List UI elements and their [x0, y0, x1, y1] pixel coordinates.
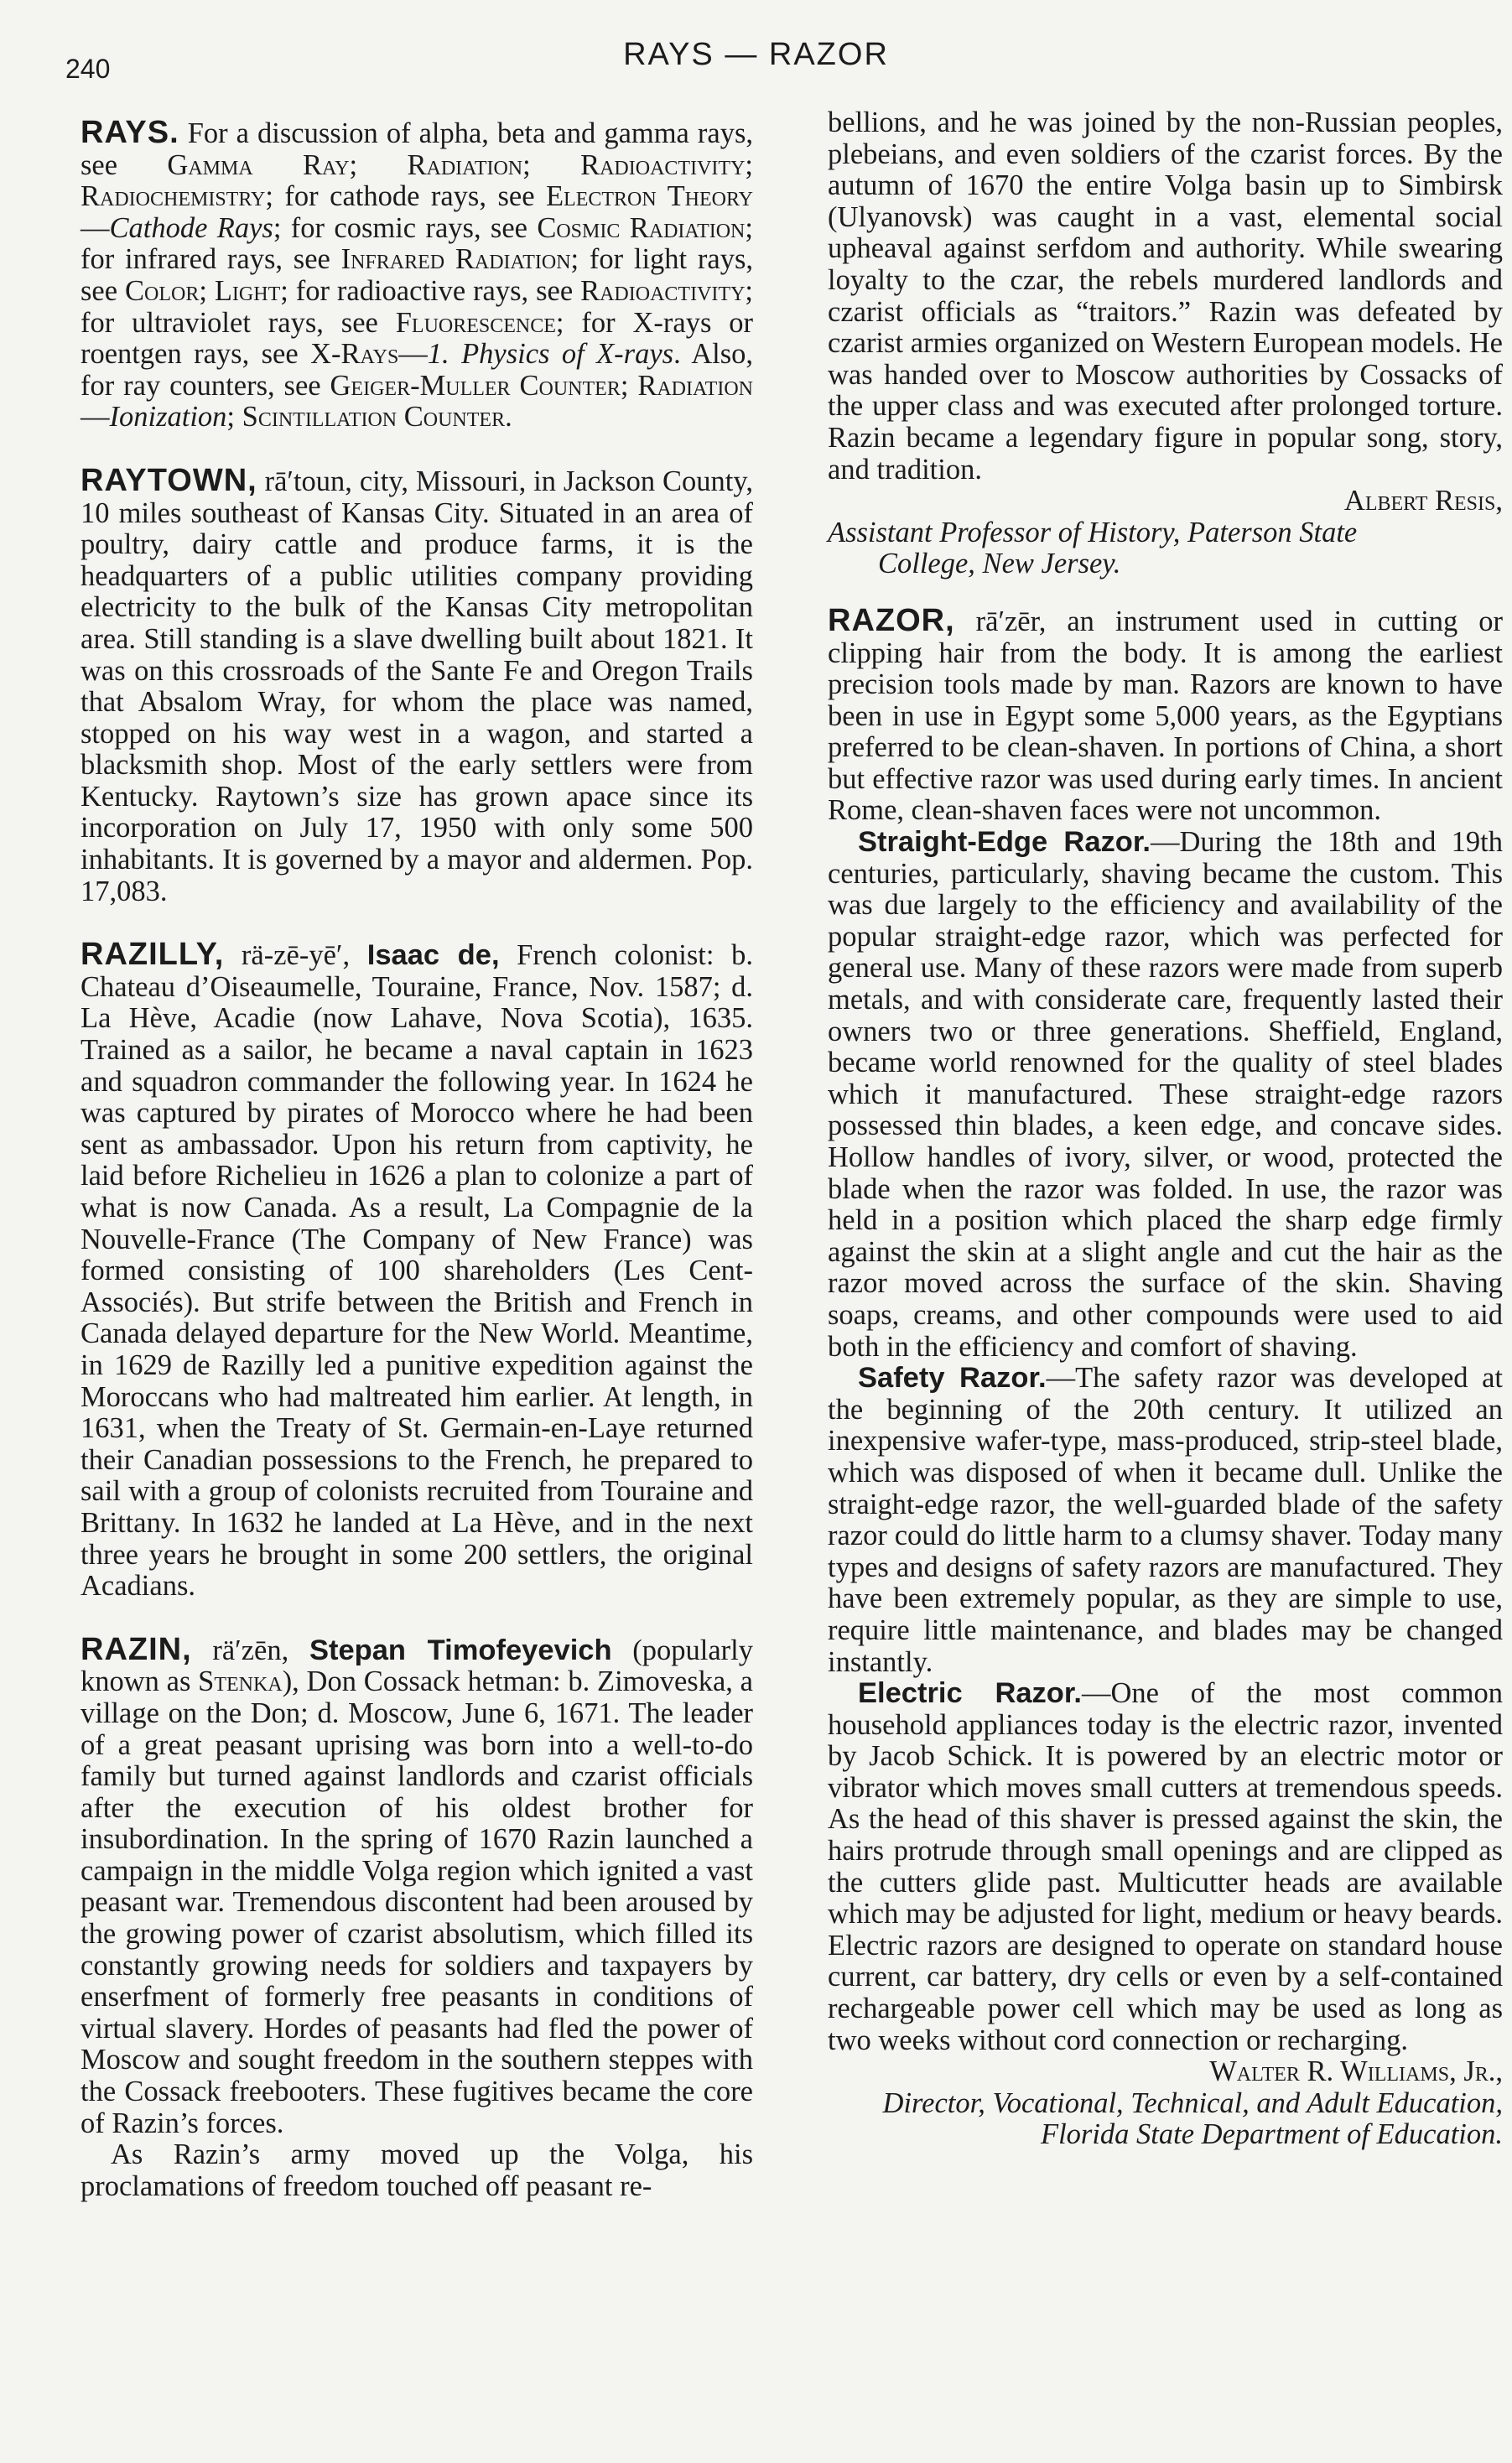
razor-affiliation-line: Florida State Department of Education. — [1041, 2118, 1503, 2151]
razin-text: ), Don Cossack hetman: b. Zimoveska, a village on the Don; d. Moscow, June 6, 1671. The leader of a great peasant uprising was born into a well-to-do family but turned against landlords and czarist officials after the execution of his oldest brother for insubordination. In the spring of 1670 Razin launched a campaign in the middle Volga region which ignited a vast peasant war. Tremendous discontent had been aroused by the growing power of czarist absolutism, which filled its constantly growing needs for soldiers and taxpayers by enserfment of formerly free peasants in conditions of virtual slavery. Hordes of peasants had fled the power of Moscow and sought freedom in the southern steppes with the Cossack freebooters. These fugitives became the core of Razin’s forces. — [81, 1665, 753, 2139]
raytown-text: rā′toun, city, Missouri, in Jackson County, 10 miles southeast of Kansas City. Situated in an area of poultry, dairy cattle and produce farms, it is the headquarters of a public utilities company providing electricity to the bulk of the Kansas City metropolitan area. Still standing is a slave dwelling built about 1821. It was on this crossroads of the Sante Fe and Oregon Trails that Absalom Wray, for whom the place was named, stopped on his way west in a wagon, and started a blacksmith shop. Most of the early settlers were from Kentucky. Raytown’s size has grown apace since its incorporation on July 17, 1950 with only some 500 inhabitants. It is governed by a mayor and aldermen. Pop. 17,083. — [81, 465, 753, 907]
left-column — [81, 117, 753, 2202]
rays-separator: — — [398, 338, 428, 371]
rays-text: ; for X-rays or roentgen rays, see — [81, 306, 754, 371]
rays-separator: ; — [349, 148, 408, 181]
entry-rays — [81, 117, 753, 434]
electric-razor-text: —One of the most common household appliances today is the electric razor, invented by Jacob Schick. It is powered by an electric motor or vibrator which moves small cutters at tremendous speeds. As the head of this shaver is pressed against the skin, the hairs protrude through small openings and are clipped as the cutters glide past. Multicutter heads are available which may be adjusted for light, medium or heavy beards. Electric razors are designed to operate on standard house current, car battery, dry cells or even by a self-contained rechargeable power cell which may be used as long as two weeks without cord connection or recharging. — [828, 1677, 1503, 2056]
entry-razin-continued — [828, 107, 1503, 580]
rays-cross-ref: Light — [214, 274, 281, 307]
razin-alias: Stenka — [198, 1665, 283, 1698]
rays-cross-ref: Radioactivity — [580, 274, 746, 307]
rays-separator: ; — [745, 148, 753, 181]
razor-headword: RAZOR, — [828, 602, 955, 638]
rays-separator: ; — [620, 369, 638, 402]
rays-separator: — — [81, 401, 110, 434]
razilly-text: French colonist: b. Chateau d’Oiseaumelle, Touraine, France, Nov. 1587; d. La Hève, Acadie (now Lahave, Nova Scotia), 1635. Trained as a sailor, he became a naval captain in 1623 and squadron commander the following year. In 1624 he was captured by pirates of Morocco where he had been sent as ambassador. Upon his return from captivity, he laid before Richelieu in 1626 a plan to colonize a part of what is now Canada. As a result, La Compagnie de la Nouvelle-France (The Company of New France) was formed consisting of 100 shareholders (Les Cent-Associés). But strife between the British and French in Canada delayed departure for the New World. Meantime, in 1629 de Razilly led a punitive expedition against the Moroccans who had maltreated him earlier. At length, in 1631, when the Treaty of St. Germain-en-Laye returned their Canadian possessions to the French, he prepared to sail with a group of colonists recruited from Touraine and Brittany. In 1632 he landed at La Hève, and in the next three years he brought in some 200 settlers, the original Acadians. — [81, 939, 753, 1603]
rays-cross-ref: Fluorescence — [395, 306, 556, 339]
electric-razor-paragraph — [828, 1678, 1503, 2056]
razin-headword: RAZIN, — [81, 1631, 192, 1667]
page-number: 240 — [65, 54, 111, 84]
running-head: RAYS — RAZOR — [623, 37, 889, 72]
razin-affiliation-line: Assistant Professor of History, Paterson State — [828, 516, 1358, 548]
raytown-headword: RAYTOWN, — [81, 462, 257, 498]
razin-pronunciation: rä′zēn, — [191, 1634, 309, 1666]
razilly-paragraph — [81, 939, 753, 1602]
rays-text: . Also, for ray counters, see — [81, 338, 754, 402]
rays-cross-ref: 1. Physics of X-rays — [427, 338, 674, 371]
rays-cross-ref: X-Rays — [310, 338, 399, 371]
rays-cross-ref: Radioactivity — [580, 148, 746, 181]
razin-paragraph-2a: As Razin’s army moved up the Volga, his proclamations of freedom touched off peasant re- — [81, 2138, 753, 2202]
razilly-pronunciation: rä-zē-yē′, — [224, 939, 367, 972]
rays-cross-ref: Color — [124, 274, 200, 307]
rays-cross-ref: Scintillation Counter — [242, 401, 506, 434]
rays-separator: ; — [522, 148, 581, 181]
safety-razor-paragraph — [828, 1363, 1503, 1678]
razin-author: Albert Resis, — [1343, 485, 1503, 517]
straight-edge-text: —During the 18th and 19th centuries, particularly, shaving became the custom. This was due largely to the efficiency and availability of the popular straight-edge razor, which was perfected for general use. Many of these razors were made from superb metals, and with considerate care, frequently lasted their owners two or three generations. Sheffield, England, became world renowned for the quality of steel blades which it manufactured. These straight-edge razors possessed thin blades, a keen edge, and concave sides. Hollow handles of ivory, silver, or wood, protected the blade when the razor was folded. In use, the razor was held in a position which placed the sharp edge firmly against the skin at a slight angle and cut the hair as the razor moved across the surface of the skin. Shaving soaps, creams, and other compounds were used to aid both in the efficiency and comfort of shaving. — [828, 826, 1504, 1363]
razin-text: (popularly known as — [81, 1634, 753, 1698]
razor-affiliation — [828, 2088, 1503, 2151]
rays-text: . — [505, 401, 512, 434]
razor-text: rā′zēr, an instrument used in cutting or clipping hair from the body. It is among the earliest precision tools made by man. Razors are known to have been in use in Egypt some 5,000 years, as the Egyptians preferred to be clean-shaven. In portions of China, a short but effective razor was used during early times. In ancient Rome, clean-shaven faces were not uncommon. — [828, 605, 1503, 827]
rays-separator: ; — [226, 401, 242, 434]
entry-razor — [828, 602, 1504, 2151]
rays-cross-ref: Radiation — [637, 369, 753, 402]
rays-cross-ref: Radiation — [407, 148, 523, 181]
razor-affiliation-line: Director, Vocational, Technical, and Adult Education, — [882, 2086, 1503, 2119]
rays-cross-ref: Geiger-Muller Counter — [330, 369, 621, 402]
rays-separator: ; — [199, 274, 215, 307]
rays-cross-ref: Cosmic Radiation — [537, 211, 746, 244]
razin-affiliation — [828, 517, 1503, 580]
rays-text: For a discussion of alpha, beta and gamma rays, see — [81, 117, 754, 181]
razilly-name: Isaac de, — [366, 939, 500, 972]
rays-separator: — — [81, 211, 110, 244]
razin-name: Stepan Timofeyevich — [309, 1634, 612, 1666]
razin-paragraph — [81, 1631, 753, 2140]
straight-edge-paragraph — [828, 827, 1503, 1363]
rays-text: ; for light rays, see — [81, 243, 754, 307]
razilly-headword: RAZILLY, — [81, 937, 225, 973]
rays-cross-ref: Cathode Rays — [109, 211, 273, 244]
rays-text: ; for ultraviolet rays, see — [81, 274, 753, 339]
rays-text: ; for cathode rays, see — [265, 180, 546, 213]
rays-cross-ref: Ionization — [109, 401, 227, 434]
razin-paragraph-2b: bellions, and he was joined by the non-Russian peoples, plebeians, and even soldiers of the czarist forces. By the autumn of 1670 the entire Volga basin up to Simbirsk (Ulyanovsk) was caught in a vast, elemental social upheaval against serfdom and authority. While swearing loyalty to the czar, the rebels murdered landlords and czarist officials as “traitors.” Razin was defeated by czarist armies organized on Western European models. He was handed over to Moscow authorities by Cossacks of the upper class and was executed after prolonged torture. Razin became a legendary figure in popular song, story, and tradition. — [828, 107, 1503, 486]
rays-paragraph — [81, 117, 753, 434]
razor-paragraph — [828, 602, 1503, 827]
raytown-paragraph — [81, 462, 753, 907]
safety-razor-heading: Safety Razor. — [858, 1362, 1047, 1395]
rays-text: ; for cosmic rays, see — [273, 211, 538, 244]
safety-razor-text: —The safety razor was developed at the beginning of the 20th century. It utilized an inexpensive wafer-type, mass-produced, strip-steel blade, which was disposed of when it became dull. Unlike the straight-edge razor, the well-guarded blade of the safety razor could do little harm to a clumsy shaver. Today many types and designs of safety razors are manufactured. They have been extremely popular, as they are simple to use, require little maintenance, and blades may be changed instantly. — [828, 1362, 1503, 1678]
entry-razin — [81, 1631, 753, 2203]
razor-author: Walter R. Williams, Jr., — [1209, 2055, 1503, 2088]
entry-raytown — [81, 462, 753, 907]
entry-razilly — [81, 939, 753, 1602]
right-column — [828, 107, 1503, 2183]
rays-text: ; for radioactive rays, see — [280, 274, 581, 307]
rays-cross-ref: Radiochemistry — [81, 180, 266, 213]
straight-edge-heading: Straight-Edge Razor. — [858, 826, 1151, 859]
rays-cross-ref: Infrared Radiation — [340, 243, 571, 276]
rays-text: ; for infrared rays, see — [81, 211, 753, 276]
razin-affiliation-line: College, New Jersey. — [878, 548, 1121, 580]
rays-cross-ref: Gamma Ray — [167, 148, 350, 181]
rays-cross-ref: Electron Theory — [545, 180, 753, 213]
rays-headword: RAYS. — [81, 115, 179, 150]
electric-razor-heading: Electric Razor. — [858, 1677, 1082, 1710]
